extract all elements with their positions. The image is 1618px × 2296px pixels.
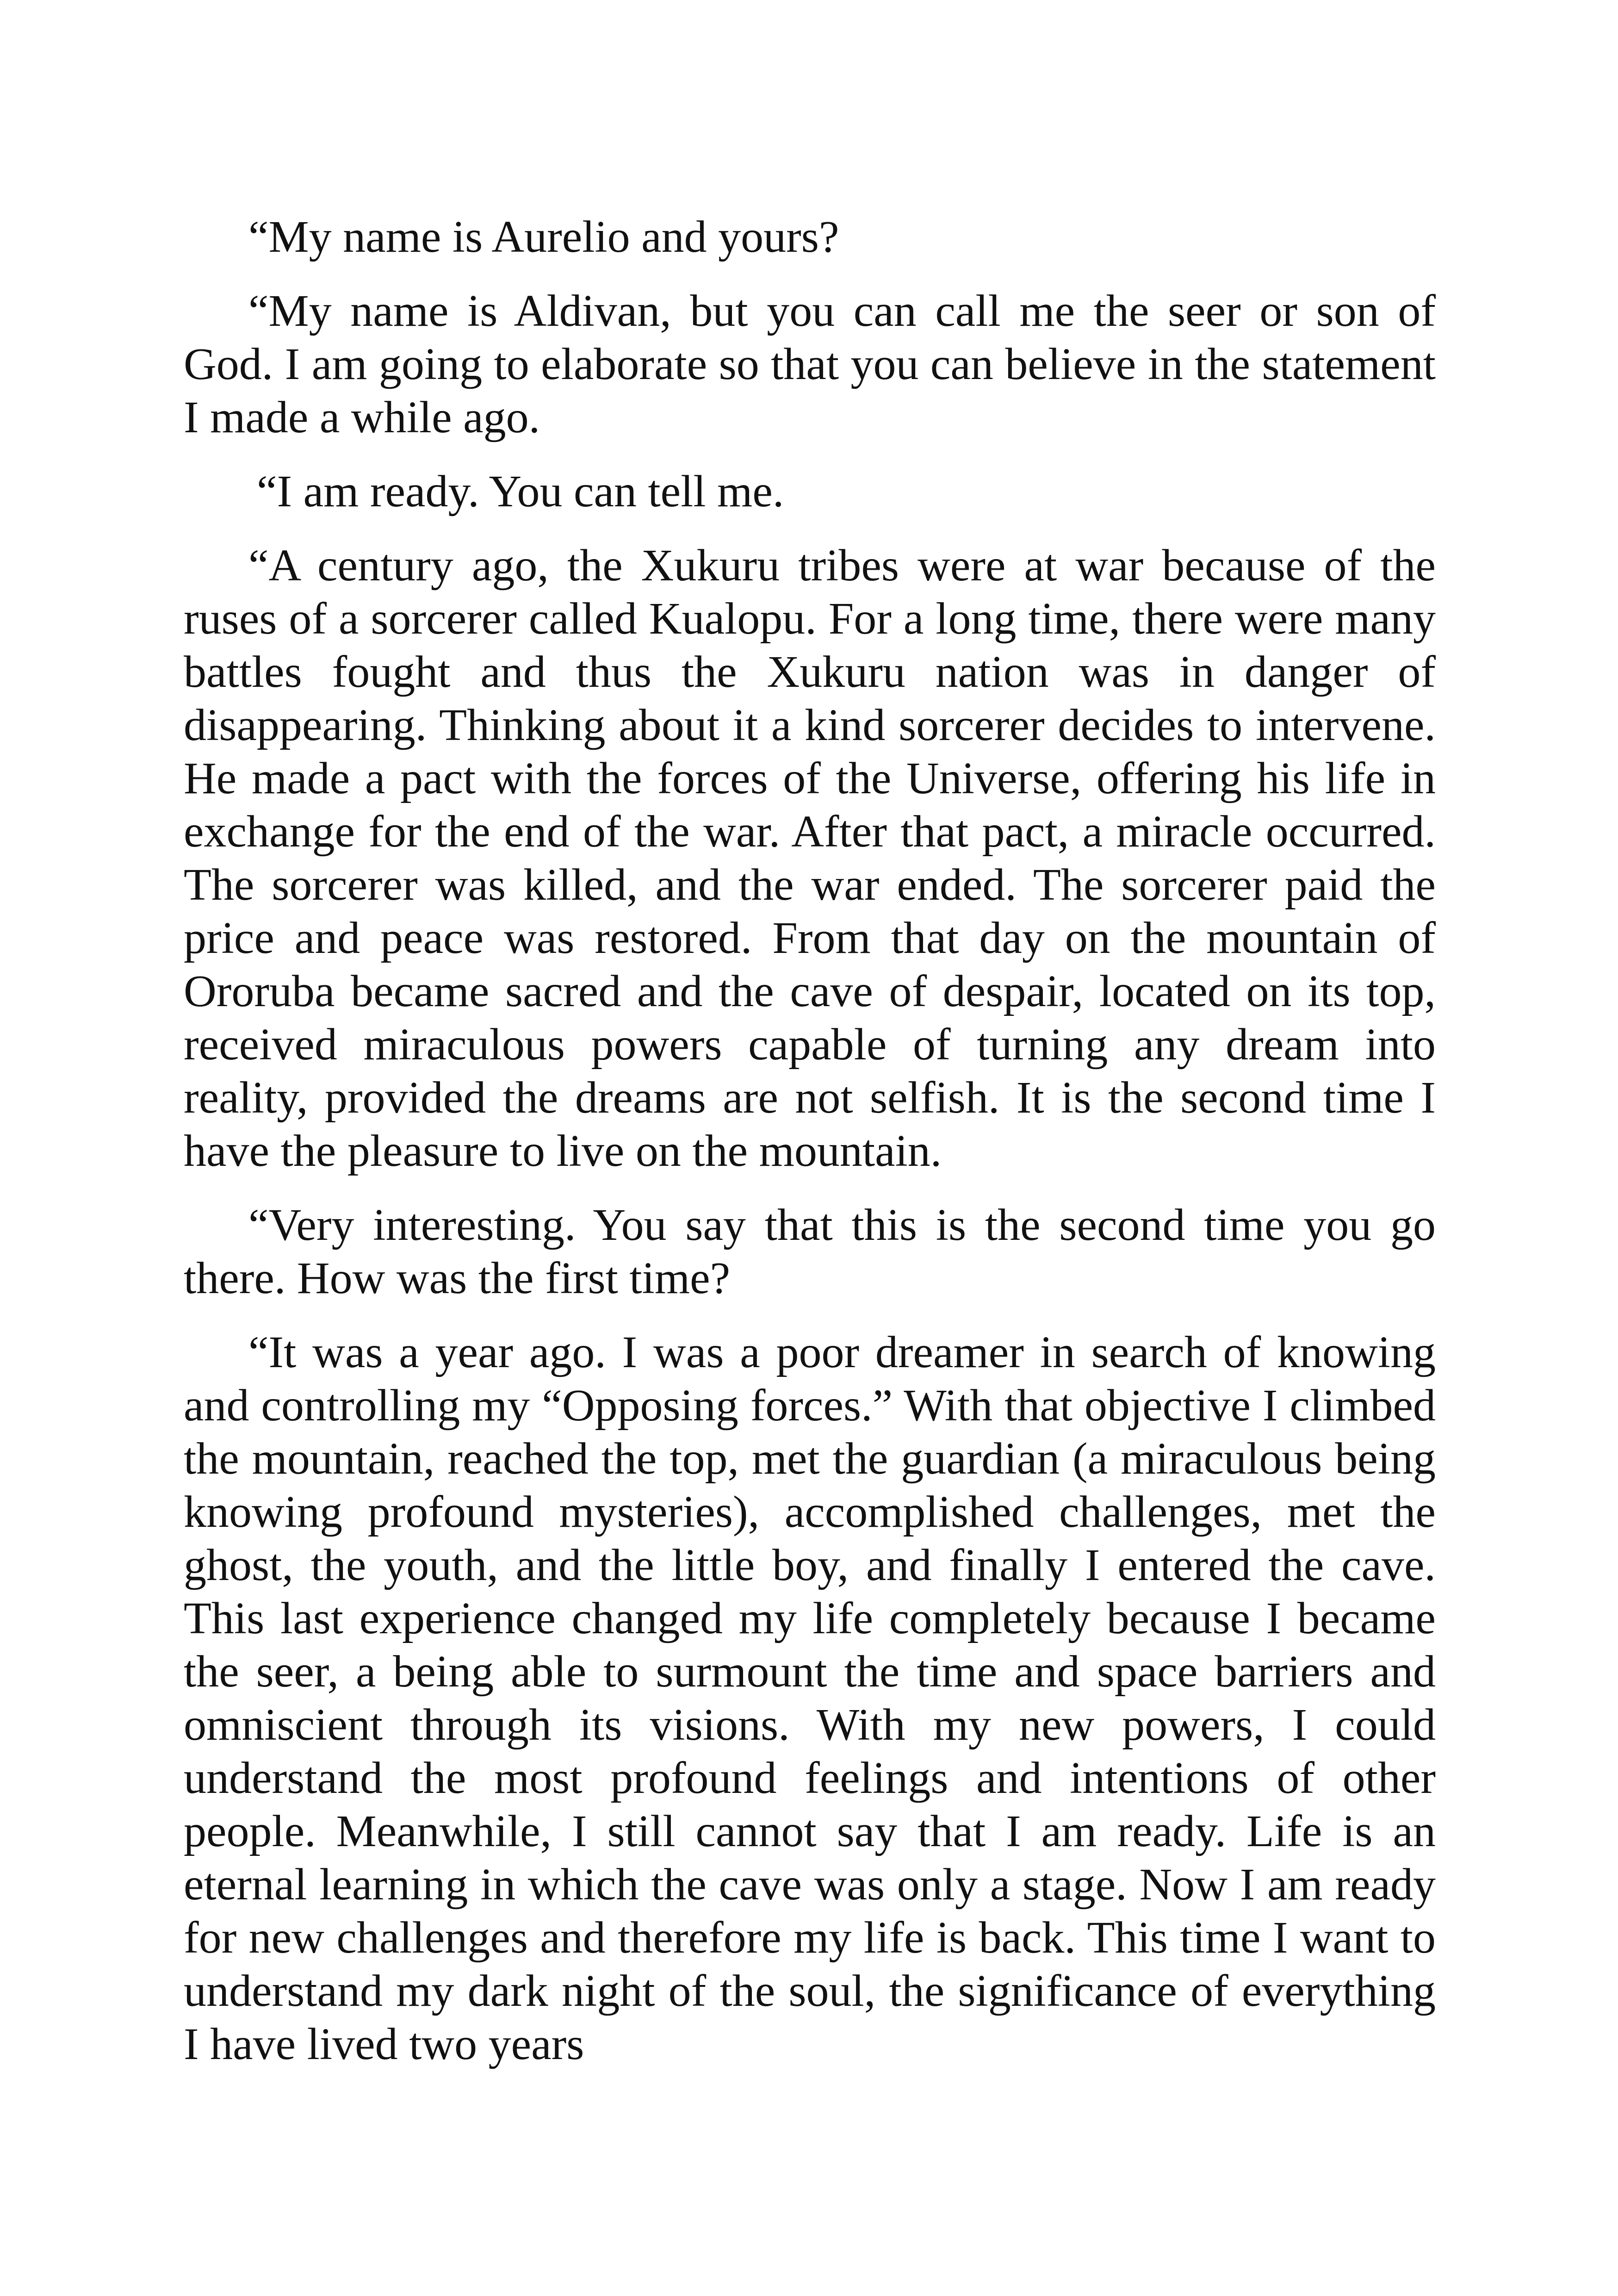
paragraph-ready-reply: “I am ready. You can tell me. — [257, 467, 784, 516]
paragraph-first-time-story: “It was a year ago. I was a poor dreamer in search of knowing and controlling my “Opposing forces.” With that objective I climbed the mountain, reached the top, met the guardian (a miraculous being knowing profound mysteries), accomplished challenges, met the ghost, the youth, and the little boy, and finally I entered the cave. This last experience changed my life completely because I became the seer, a being able to surmount the time and space barriers and omniscient through its visions. With my new powers, I could understand the most profound feelings and intentions of other people. Meanwhile, I still cannot say that I am ready. Life is an eternal learning in which the cave was only a stage. Now I am ready for new challenges and therefore my life is back. This time I want to understand my dark night of the soul, the significance of everything I have lived two years — [184, 1327, 1436, 2069]
paragraph-xukuru-legend: “A century ago, the Xukuru tribes were at war because of the ruses of a sorcerer called Kualopu. For a long time, there were many battles fought and thus the Xukuru nation was in danger of disappearing. Thinking about it a kind sorcerer decides to intervene. He made a pact with the forces of the Universe, offering his life in exchange for the end of the war. After that pact, a miracle occurred. The sorcerer was killed, and the war ended. The sorcerer paid the price and peace was restored. From that day on the mountain of Ororuba became sacred and the cave of despair, located on its top, received miraculous powers capable of turning any dream into reality, provided the dreams are not selfish. It is the second time I have the pleasure to live on the mountain. — [184, 541, 1436, 1176]
paragraph-aurelio-question: “My name is Aurelio and yours? — [248, 212, 839, 262]
body-text — [184, 211, 1436, 2071]
paragraph-aldivan-introduction: “My name is Aldivan, but you can call me the seer or son of God. I am going to elaborate so that you can believe in the statement I made a while ago. — [184, 286, 1436, 442]
paragraph-interesting-question: “Very interesting. You say that this is the second time you go there. How was the first time? — [184, 1200, 1436, 1303]
